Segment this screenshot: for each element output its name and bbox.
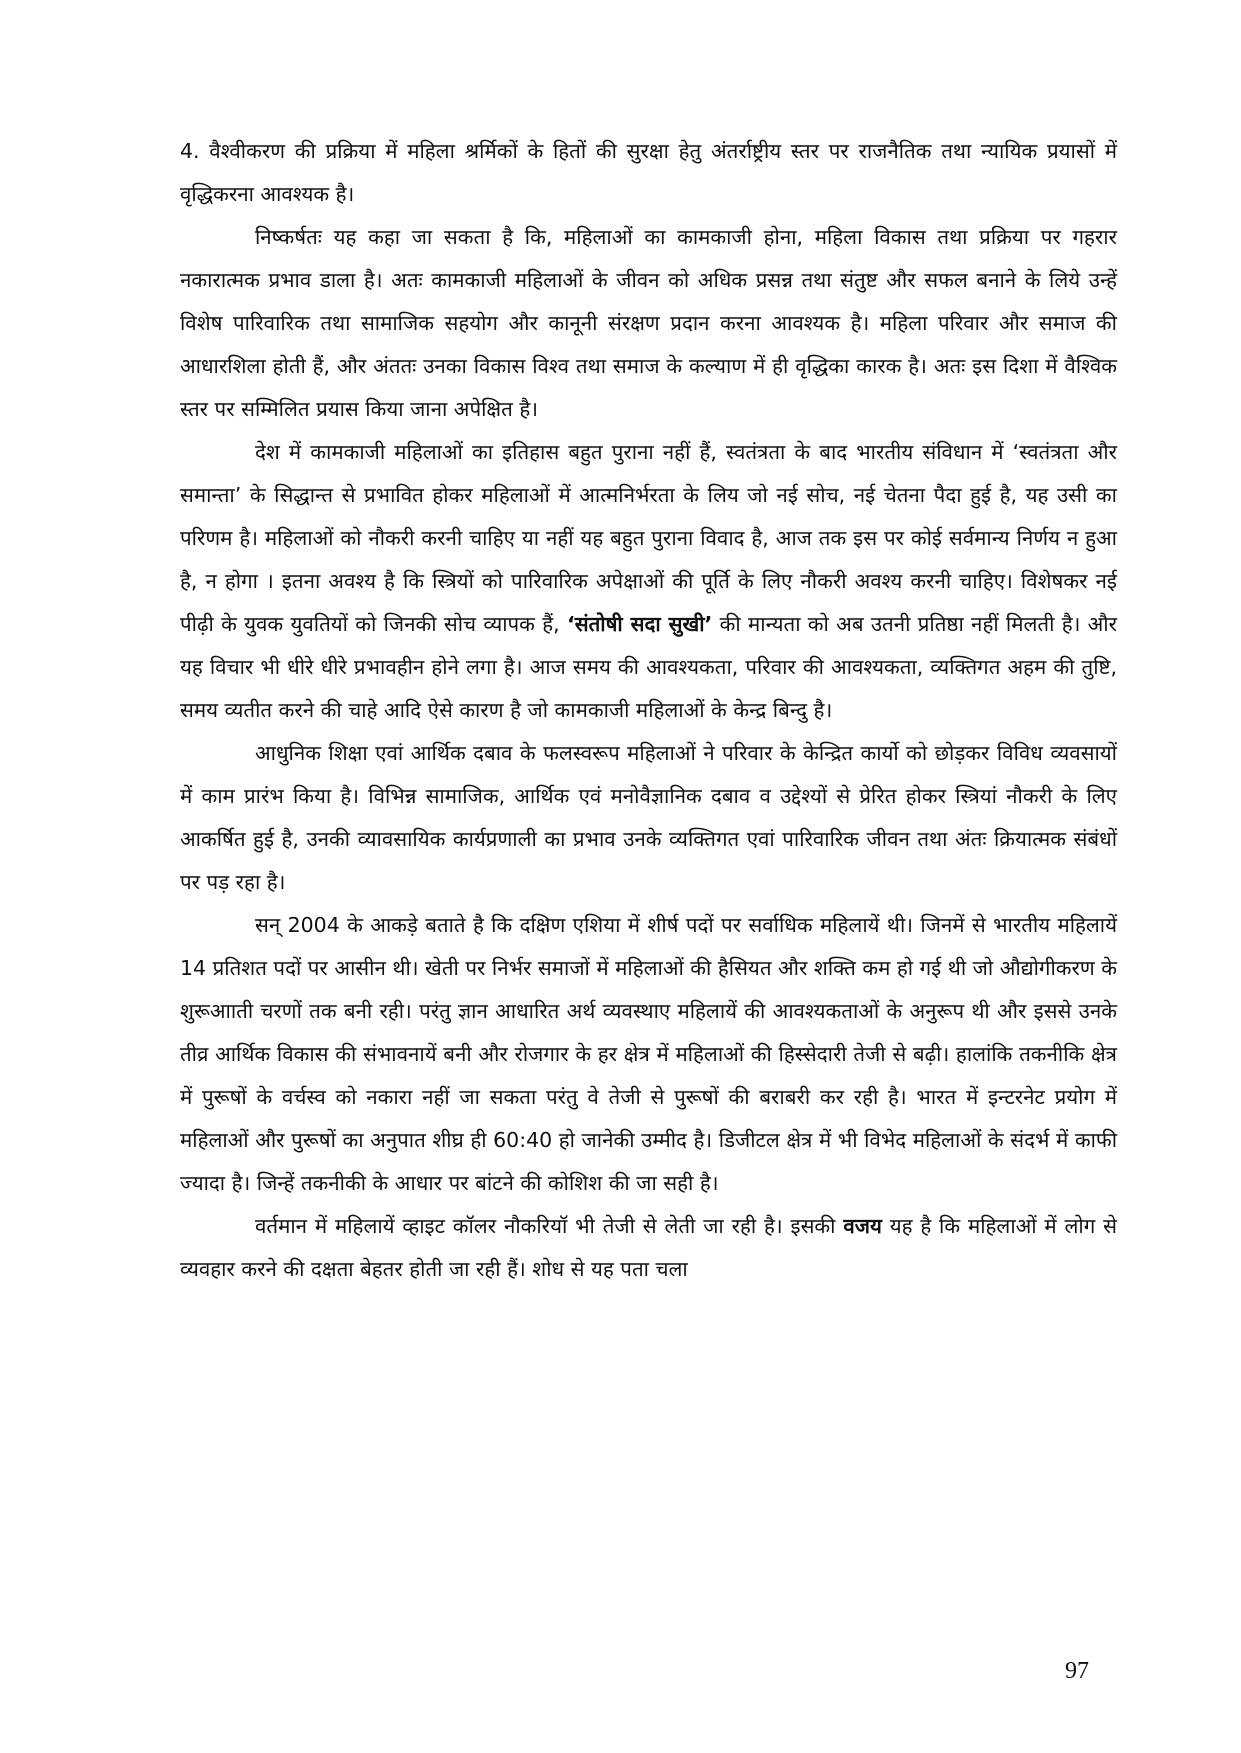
paragraph-conclusion: निष्कर्षतः यह कहा जा सकता है कि, महिलाओं का कामकाजी होना, महिला विकास तथा प्रक्रिया पर गहरार नकारात्मक प्रभाव डाला है। अतः कामकाजी महिलाओं के जीवन को अधिक प्रसन्न तथा संतुष्ट और सफल बनाने के लिये उन्हें विशेष पारिवारिक तथा सामाजिक सहयोग और कानूनी संरक्षण प्रदान करना आवश्यक है। महिला परिवार और समाज की आधारशिला होती हैं, और अंततः उनका विकास विश्व तथा समाज के कल्याण में ही वृद्धिका कारक है। अतः इस दिशा में वैश्विक स्तर पर सम्मिलित प्रयास किया जाना अपेक्षित है। bbox=[180, 225, 1117, 421]
paragraph-statistics-2004: सन् 2004 के आकड़े बताते है कि दक्षिण एशिया में शीर्ष पदों पर सर्वाधिक महिलायें थी। जिनमें से भारतीय महिलायें 14 प्रतिशत पदों पर आसीन थी। खेती पर निर्भर समाजों में महिलाओं की हैसियत और शक्ति कम हो गई थी जो औद्योगीकरण के शुरूआाती चरणों तक बनी रही। परंतु ज्ञान आधारित अर्थ व्यवस्थाए महिलायें की आवश्यकताओं के अनुरूप थी और इससे उनके तीव्र आर्थिक विकास की संभावनायें बनी और रोजगार के हर क्षेत्र में महिलाओं की हिस्सेदारी तेजी से बढ़ी। हालांकि तकनीकि क्षेत्र में पुरूषों के वर्चस्व को नकारा नहीं जा सकता परंतु वे तेजी से पुरूषों की बराबरी कर रही है। भारत में इन्टरनेट प्रयोग में महिलाओं और पुरूषों का अनुपात शीघ्र ही 60:40 हो जानेकी उम्मीद है। डिजीटल क्षेत्र में भी विभेद महिलाओं के संदर्भ में काफी ज्यादा है। जिन्हें तकनीकी के आधार पर बांटने की कोशिश की जा सही है। bbox=[180, 913, 1117, 1195]
paragraph-history-text-2: की मान्यता को अब उतनी प्रतिष्ठा नहीं मिलती है। और यह विचार भी धीरे धीरे प्रभावहीन होने लगा है। आज समय की आवश्यकता, परिवार की आवश्यकता, व्यक्तिगत अहम की तुष्टि, समय व्यतीत करने की चाहे आदि ऐसे कारण है जो कामकाजी महिलाओं के केन्द्र बिन्दु है। bbox=[180, 612, 1117, 722]
paragraph-globalization: 4. वैश्वीकरण की प्रक्रिया में महिला श्रर्मिकों के हितों की सुरक्षा हेतु अंतर्राष्ट्रीय स्तर पर राजनैतिक तथा न्यायिक प्रयासों में वृद्धिकरना आवश्यक है। bbox=[180, 139, 1117, 206]
paragraph-white-collar-text-1: वर्तमान में महिलायें व्हाइट कॉलर नौकरियॉ भी तेजी से लेती जा रही है। इसकी bbox=[255, 1214, 844, 1238]
paragraph-history bbox=[180, 431, 1117, 732]
paragraph-modern-education: आधुनिक शिक्षा एवां आर्थिक दबाव के फलस्वरूप महिलाओं ने परिवार के केन्द्रित कार्यो को छोड़कर विविध व्यवसायों में काम प्रारंभ किया है। विभिन्न सामाजिक, आर्थिक एवं मनोवैज्ञानिक दबाव व उद्देश्यों से प्रेरित होकर स्त्रियां नौकरी के लिए आकर्षित हुई है, उनकी व्यावसायिक कार्यप्रणाली का प्रभाव उनके व्यक्तिगत एवां पारिवारिक जीवन तथा अंतः क्रियात्मक संबंधों पर पड़ रहा है। bbox=[180, 741, 1117, 894]
document-body bbox=[180, 130, 1117, 1291]
paragraph-white-collar-text-2: यह है कि महिलाओं में लोग से व्यवहार करने की दक्षता बेहतर होती जा रही हैं। शोध से यह पता चला bbox=[180, 1214, 1117, 1281]
page-number: 97 bbox=[1065, 1658, 1089, 1684]
bold-word-vajay: वजय bbox=[843, 1214, 882, 1238]
proverb-santoshi-sada-sukhi: ‘संतोषी सदा सुखी’ bbox=[566, 612, 713, 636]
paragraph-white-collar bbox=[180, 1205, 1117, 1291]
paragraph-history-text-1: देश में कामकाजी महिलाओं का इतिहास बहुत पुराना नहीं हैं, स्वतंत्रता के बाद भारतीय संविधान में ‘स्वतंत्रता और समान्ता’ के सिद्धान्त से प्रभावित होकर महिलाओं में आत्मनिर्भरता के लिय जो नई सोच, नई चेतना पैदा हुई है, यह उसी का परिणम है। महिलाओं को नौकरी करनी चाहिए या नहीं यह बहुत पुराना विवाद है, आज तक इस पर कोई सर्वमान्य निर्णय न हुआ है, न होगा । इतना अवश्य है कि स्त्रियों को पारिवारिक अपेक्षाओं की पूर्ति के लिए नौकरी अवश्य करनी चाहिए। विशेषकर नई पीढ़ी के युवक युवतियों को जिनकी सोच व्यापक हैं, bbox=[180, 440, 1117, 636]
